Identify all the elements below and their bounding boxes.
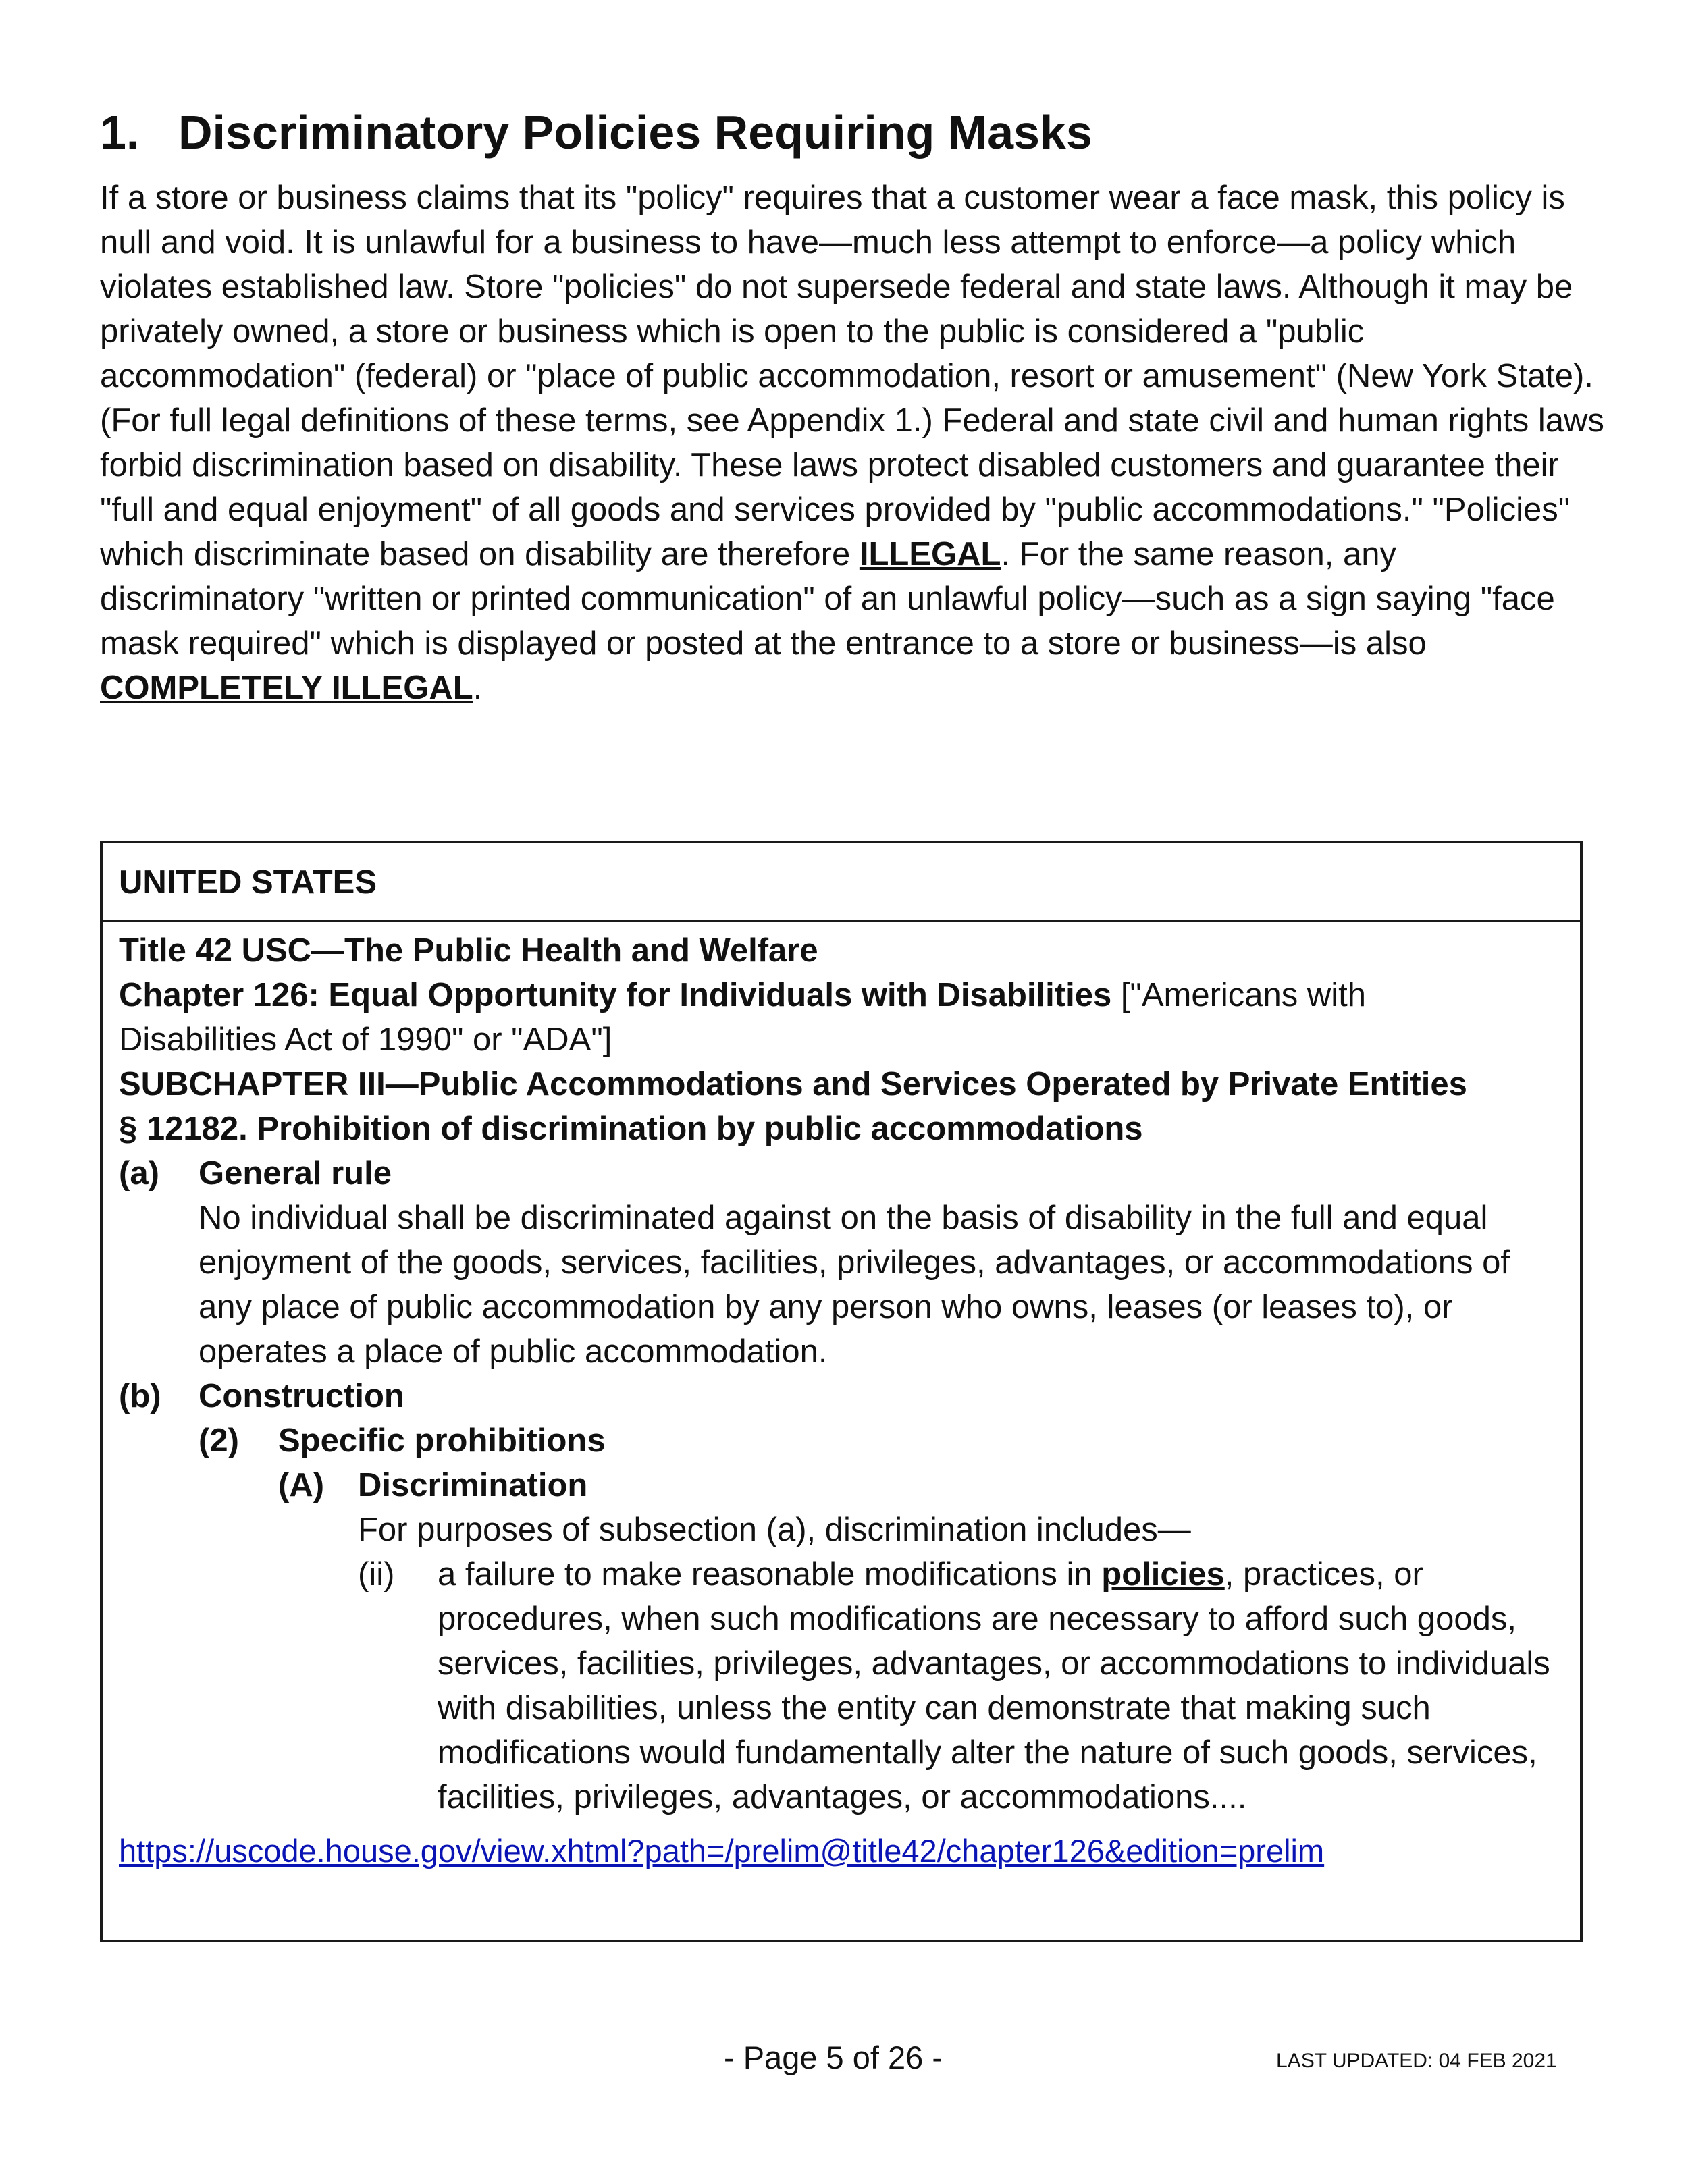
completely-illegal-emphasis: COMPLETELY ILLEGAL — [100, 670, 473, 706]
subsection-b-label: (b) — [119, 1378, 161, 1414]
subparagraph-A-label: (A) — [278, 1467, 325, 1503]
section-number: 1. — [100, 106, 140, 159]
subsection-a-title: General rule — [199, 1155, 392, 1192]
policies-emphasis: policies — [1101, 1556, 1225, 1593]
intro-text-3: . — [473, 670, 483, 706]
subsection-b-heading — [119, 1374, 1564, 1418]
section-heading — [100, 100, 1585, 165]
intro-paragraph — [100, 176, 1606, 710]
chapter-line-2: Disabilities Act of 1990" or "ADA"] — [119, 1021, 612, 1058]
illegal-emphasis: ILLEGAL — [859, 536, 1001, 572]
clause-ii-text-before: a failure to make reasonable modifications in — [438, 1556, 1102, 1593]
subsection-a-text: No individual shall be discriminated against on the basis of disability in the full and equal enjoyment of the goods, services, facilities, privileges, advantages, or accommodations of any place of public accommodation by any person who owns, leases (or leases to), or operates a place of public accommodation. — [199, 1200, 1510, 1370]
uscode-link[interactable]: https://uscode.house.gov/view.xhtml?path=/prelim@title42/chapter126&edition=prelim — [119, 1833, 1325, 1869]
clause-ii-text — [438, 1552, 1564, 1819]
subsection-b-title: Construction — [199, 1378, 404, 1414]
clause-ii-label: (ii) — [358, 1556, 395, 1593]
law-excerpt-box — [100, 841, 1583, 1942]
title-line: Title 42 USC—The Public Health and Welfare — [119, 932, 818, 969]
subparagraph-A-title: Discrimination — [358, 1467, 588, 1503]
law-excerpt-body — [103, 922, 1580, 1873]
last-updated: LAST UPDATED: 04 FEB 2021 — [1276, 2050, 1557, 2072]
paragraph-2-label: (2) — [199, 1422, 239, 1459]
chapter-line — [119, 973, 1564, 1017]
clause-ii-text-after: , practices, or procedures, when such modifications are necessary to afford such goods, services, facilities, privileges, advantages, or accommodations to individuals with disabilities, unless the entity can demonstrate that making such modifications would fundamentally alter the nature of such goods, services, facilities, privileges, advantages, or accommodations.... — [438, 1556, 1550, 1815]
paragraph-2-title: Specific prohibitions — [278, 1422, 606, 1459]
subparagraph-A-intro: For purposes of subsection (a), discrimination includes— — [358, 1512, 1191, 1548]
clause-ii — [119, 1552, 1564, 1819]
jurisdiction-header: UNITED STATES — [103, 843, 1580, 922]
subsection-a-heading — [119, 1151, 1564, 1196]
chapter-bold: Chapter 126: Equal Opportunity for Individuals with Disabilities — [119, 977, 1112, 1013]
page-number: - Page 5 of 26 - — [724, 2040, 943, 2075]
section-title: Discriminatory Policies Requiring Masks — [178, 106, 1092, 159]
intro-text-1: If a store or business claims that its "policy" requires that a customer wear a face mask, this policy is null and void. It is unlawful for a business to have—much less attempt to enforce—a policy which violates established law. Store "policies" do not supersede federal and state laws. Although it may be privately owned, a store or business which is open to the public is considered a "public accommodation" (federal) or "place of public accommodation, resort or amusement" (New York State). (For full legal definitions of these terms, see Appendix 1.) Federal and state civil and human rights laws forbid discrimination based on disability. These laws protect disabled customers and guarantee their "full and equal enjoyment" of all goods and services provided by "public accommodations." "Policies" which discriminate based on disability are therefore — [100, 180, 1604, 572]
subparagraph-A-heading — [119, 1463, 1564, 1508]
section-line: § 12182. Prohibition of discrimination by public accommodations — [119, 1111, 1143, 1147]
paragraph-2-heading — [119, 1418, 1564, 1463]
subchapter-line: SUBCHAPTER III—Public Accommodations and Services Operated by Private Entities — [119, 1066, 1467, 1102]
intro-text-2: . For the same reason, any discriminatory "written or printed communication" of an unlawful policy—such as a sign saying "face mask required" which is displayed or posted at the entrance to a store or business—is also — [100, 536, 1555, 662]
chapter-rest: ["Americans with — [1111, 977, 1367, 1013]
subsection-a-label: (a) — [119, 1155, 159, 1192]
